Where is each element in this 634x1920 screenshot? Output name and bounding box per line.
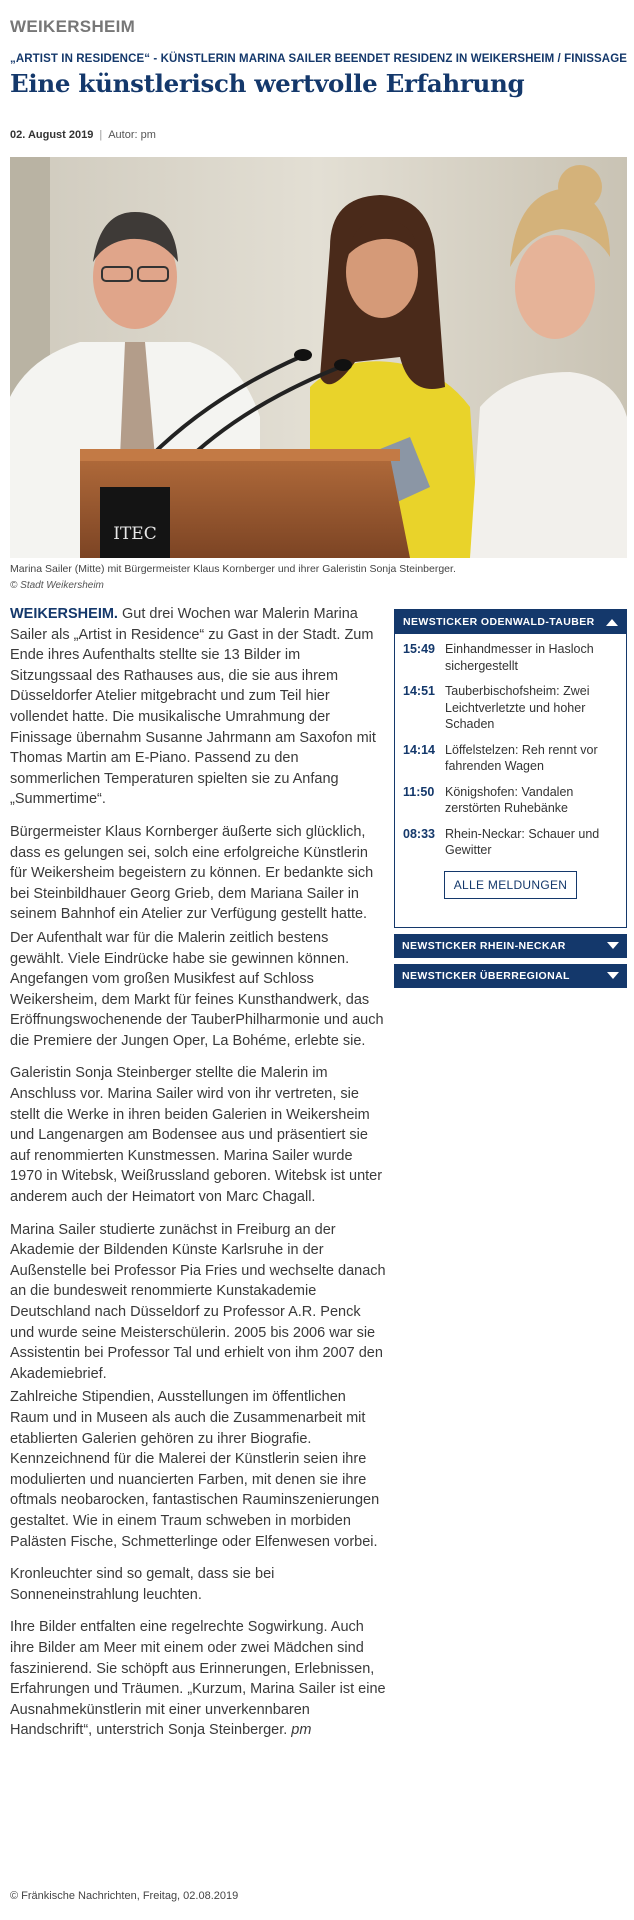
newsticker-odenwald-tauber — [394, 609, 627, 928]
newsticker-time: 15:49 — [403, 642, 435, 656]
article-paragraph — [10, 1617, 386, 1741]
newsticker-headline[interactable]: Einhandmesser in Hasloch sichergestellt — [445, 642, 594, 673]
article-kicker: „ARTIST IN RESIDENCE“ - KÜNSTLERIN MARINA SAILER BEENDET RESIDENZ IN WEIKERSHEIM / FINISSAGE — [10, 53, 628, 65]
article-meta — [10, 129, 156, 141]
meta-separator: | — [99, 129, 103, 141]
chevron-down-icon[interactable] — [607, 942, 619, 949]
newsticker-item[interactable] — [403, 683, 618, 733]
newsticker-item[interactable] — [403, 826, 618, 859]
article-author: Autor: pm — [108, 129, 156, 141]
article-paragraph: Marina Sailer studierte zunächst in Freiburg an der Akademie der Bildenden Künste Karlsruhe in der Außenstelle bei Professor Pia Fries und wechselte danach an die bundesweit renommierte Kunstakademie Deutschland nach Düsseldorf zu Professor A.R. Penck und wurde seine Meisterschülerin. 2005 bis 2006 war sie Assistentin bei Professor Tal und erhielt von ihm 2007 den Akademiebrief. — [10, 1221, 386, 1382]
photo-credit: © Stadt Weikersheim — [10, 580, 104, 591]
all-news-wrap — [395, 868, 626, 927]
photo-illustration — [10, 157, 627, 558]
article-paragraph: Bürgermeister Klaus Kornberger äußerte sich glücklich, dass es gelungen sei, solch eine erfolgreiche Künstlerin für Weikersheim begeistern zu können. Er bedankte sich bei Steinbildhauer Georg Grieb, dem Mariana Sailer in seinem Bahnhof ein Atelier zur Verfügung gestellt hatte. — [10, 823, 374, 923]
newsticker-time: 14:14 — [403, 742, 435, 757]
article-paragraph — [10, 604, 386, 810]
newsticker-title: NEWSTICKER RHEIN-NECKAR — [402, 939, 566, 952]
newsticker-sidebar — [394, 609, 627, 988]
newsticker-headline[interactable]: Tauberbischofsheim: Zwei Leichtverletzte und hoher Schaden — [445, 684, 590, 731]
article-paragraph: Galeristin Sonja Steinberger stellte die Malerin im Anschluss vor. Marina Sailer wird von ihr vertreten, sie stellt die Werke in ihren beiden Galerien in Weikersheim und Langenargen am Bodensee aus und präsentiert sie auf renommierten Kunstmessen. Marina Sailer wurde 1970 in Witebsk, Weißrussland geboren. Witebsk ist unter anderem auch der Heimatort von Marc Chagall. — [10, 1065, 383, 1206]
article-paragraph: Zahlreiche Stipendien, Ausstellungen im öffentlichen Raum und in Museen als auch die Zusammenarbeit mit etablierten Galerien gehören zu ihrer Biografie. Kennzeichnend für die Malerei der Künstlerin seien ihre modulierten und nuancierten Farben, mit denen sie ihre oftmals neobarocken, fantastischen Rauminszenierungen gestaltet. Wie in einem Traum schweben in morbiden Palästen Fische, Schmetterlinge oder Elfenwesen vorbei. — [10, 1389, 380, 1550]
publish-date: 02. August 2019 — [10, 129, 94, 141]
newsticker-headline[interactable]: Königshofen: Vandalen zerstörten Ruhebänke — [445, 784, 574, 815]
photo-caption: Marina Sailer (Mitte) mit Bürgermeister Klaus Kornberger und ihrer Galeristin Sonja Steinberger. — [10, 563, 456, 575]
newsticker-header[interactable] — [395, 610, 626, 634]
newsticker-time: 14:51 — [403, 684, 435, 698]
podium-label: ITEC — [113, 524, 157, 544]
paragraph-text: Ihre Bilder entfalten eine regelrechte Sogwirkung. Auch ihre Bilder am Meer mit einem oder zwei Mädchen sind faszinierend. Sie schöpft aus Erinnerungen, Erlebnissen, Erfahrungen und Träumen. „Kurzum, Marina Sailer ist eine Ausnahmekünstlerin mit einer unverkennbaren Handschrift“, unterstrich Sonja Steinberger. — [10, 1619, 386, 1739]
source-footer: © Fränkische Nachrichten, Freitag, 02.08.2019 — [10, 1890, 239, 1902]
article-paragraph: Kronleuchter sind so gemalt, dass sie bei Sonneneinstrahlung leuchten. — [10, 1566, 275, 1603]
newsticker-time: 11:50 — [403, 784, 435, 799]
chevron-down-icon[interactable] — [607, 972, 619, 979]
newsticker-item[interactable] — [403, 641, 618, 674]
newsticker-title: NEWSTICKER ÜBERREGIONAL — [402, 969, 570, 982]
author-signature: pm — [291, 1722, 312, 1739]
newsticker-item[interactable] — [403, 742, 618, 775]
article-paragraph: Der Aufenthalt war für die Malerin zeitlich bestens gewählt. Viele Eindrücke habe sie gewinnen können. Angefangen vom großen Musikfest auf Schloss Weikersheim, dem Markt für feines Kunsthandwerk, das Eröffnungswochenende der TauberPhilharmonie und auch die Premiere der Jungen Oper, La Bohéme, erlebte sie. — [10, 929, 384, 1049]
newsticker-item[interactable] — [403, 784, 618, 817]
paragraph-text: Gut drei Wochen war Malerin Marina Sailer als „Artist in Residence“ zu Gast in der Stadt. Zum Ende ihres Aufenthalts stellte sie 13 Bilder im Sitzungssaal des Rathauses aus, die sie aus ihrem Düsseldorfer Atelier mitgebracht und zum Teil hier vollendet hatte. Die musikalische Umrahmung der Finissage übernahm Susanne Jahrmann am Saxofon mit Thomas Martin am E-Piano. Passend zu den sommerlichen Temperaturen spielten sie zu Anfang „Summertime“. — [10, 606, 376, 808]
newsticker-title: NEWSTICKER ODENWALD-TAUBER — [403, 616, 595, 628]
all-news-button[interactable]: ALLE MELDUNGEN — [444, 871, 578, 899]
newsticker-list — [395, 634, 626, 859]
newsticker-ueberregional[interactable] — [394, 964, 627, 988]
chevron-up-icon[interactable] — [606, 619, 618, 626]
article-photo[interactable] — [10, 157, 627, 558]
article-headline: Eine künstlerisch wertvolle Erfahrung — [10, 69, 525, 98]
article-body — [10, 604, 386, 1753]
section-label: WEIKERSHEIM — [10, 17, 136, 36]
newsticker-headline[interactable]: Löffelstelzen: Reh rennt vor fahrenden Wagen — [445, 742, 598, 773]
newsticker-headline[interactable]: Rhein-Neckar: Schauer und Gewitter — [445, 826, 600, 857]
newsticker-rhein-neckar[interactable] — [394, 934, 627, 958]
dateline: WEIKERSHEIM. — [10, 606, 118, 622]
newsticker-time: 08:33 — [403, 826, 435, 841]
